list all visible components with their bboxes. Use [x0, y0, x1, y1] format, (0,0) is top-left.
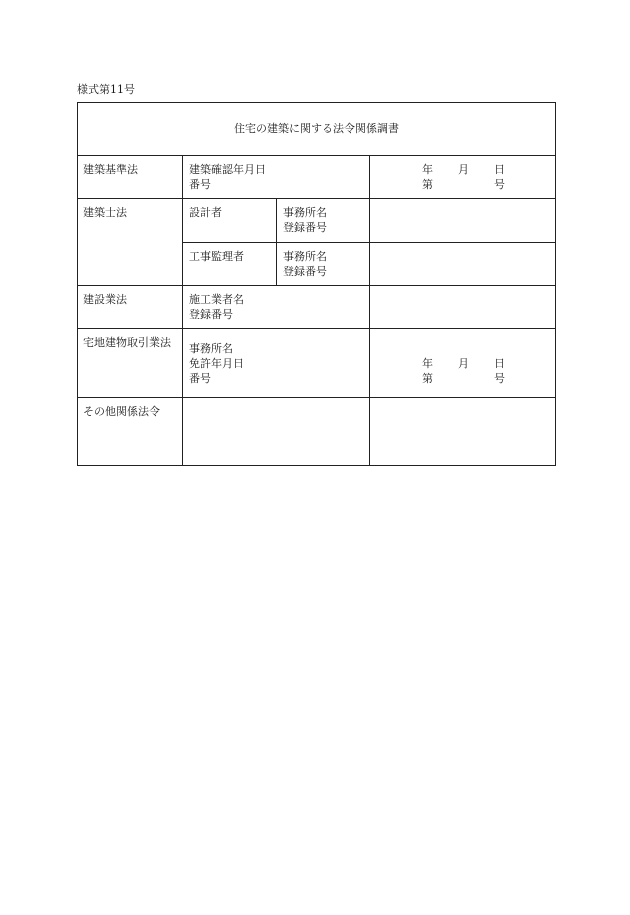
label-re-office: 事務所名 [189, 342, 233, 355]
col-divider-value [369, 155, 370, 466]
label-supervisor-reg: 登録番号 [283, 265, 327, 278]
label-re-day: 日 [494, 357, 505, 370]
table-border-top [77, 102, 556, 103]
law-construction: 建設業法 [83, 293, 127, 306]
label-re-go: 号 [494, 372, 505, 385]
col-divider-law [182, 155, 183, 466]
law-building-standards: 建築基準法 [83, 163, 138, 176]
label-building-confirm-date: 建築確認年月日 [189, 163, 266, 176]
label-re-dai: 第 [422, 372, 433, 385]
label-designer: 設計者 [189, 206, 222, 219]
table-border-left [77, 102, 78, 466]
label-re-license-date: 免許年月日 [189, 357, 244, 370]
label-supervisor: 工事監理者 [189, 250, 244, 263]
form-number: 様式第11号 [77, 83, 135, 96]
row-divider-designer [182, 242, 556, 243]
label-designer-office: 事務所名 [283, 206, 327, 219]
col-divider-architect-sub [276, 198, 277, 286]
label-building-number: 番号 [189, 178, 211, 191]
label-designer-reg: 登録番号 [283, 221, 327, 234]
label-month: 月 [458, 163, 469, 176]
row-divider-architect [77, 285, 556, 286]
label-contractor: 施工業者名 [189, 293, 244, 306]
label-re-year: 年 [422, 357, 433, 370]
label-go: 号 [494, 178, 505, 191]
label-re-number: 番号 [189, 372, 211, 385]
row-divider-title [77, 155, 556, 156]
label-year: 年 [422, 163, 433, 176]
row-divider-real-estate [77, 397, 556, 398]
law-real-estate: 宅地建物取引業法 [83, 336, 171, 349]
form-title: 住宅の建築に関する法令関係調書 [234, 122, 399, 135]
row-divider-building-standards [77, 198, 556, 199]
law-other: その他関係法令 [83, 405, 160, 418]
label-re-month: 月 [458, 357, 469, 370]
row-divider-construction [77, 328, 556, 329]
label-contractor-reg: 登録番号 [189, 308, 233, 321]
table-border-bottom [77, 465, 556, 466]
law-architect: 建築士法 [83, 206, 127, 219]
label-supervisor-office: 事務所名 [283, 250, 327, 263]
label-dai: 第 [422, 178, 433, 191]
label-day: 日 [494, 163, 505, 176]
table-border-right [555, 102, 556, 466]
